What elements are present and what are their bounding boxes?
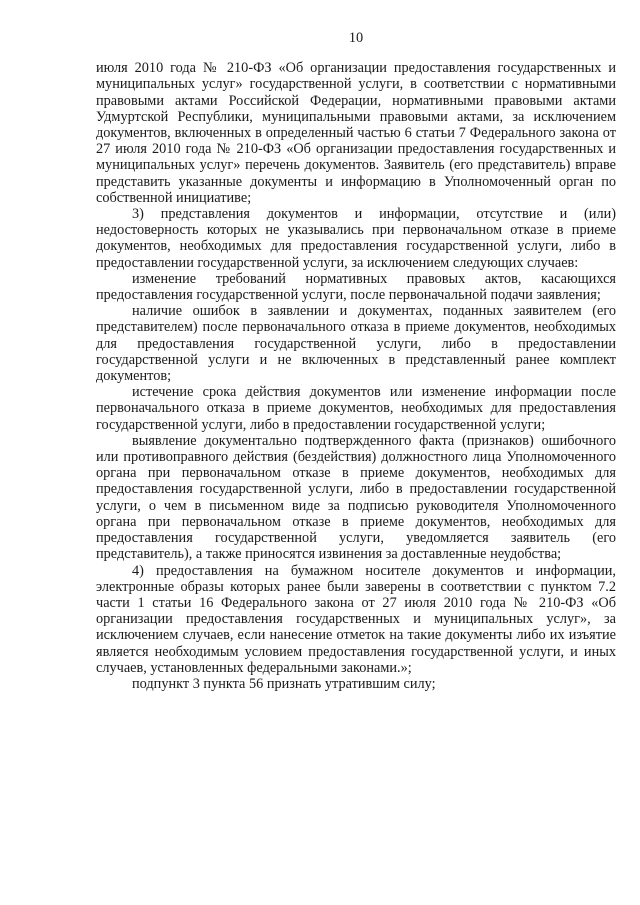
paragraph-3: изменение требований нормативных правовых актов, касающихся предоставления государственной услуги, после первоначальной подачи заявления; (96, 270, 616, 304)
paragraph-4: наличие ошибок в заявлении и документах, поданных заявителем (его представителем) после первоначального отказа в приеме документов, необходимых для предоставления государственной услуги, либо в предоставлении государственной услуги и не включенных в представленный ранее комплект документов; (96, 303, 616, 385)
paragraph-1: июля 2010 года № 210-ФЗ «Об организации предоставления государственных и муниципальных услуг» государственной услуги, в соответствии с нормативными правовыми актами Российской Федерации, нормативными правовыми актами Удмуртской Республики, муниципальными правовыми актами, за исключением документов, включенных в определенный частью 6 статьи 7 Федерального закона от 27 июля 2010 года № 210-ФЗ «Об организации предоставления государственных и муниципальных услуг» перечень документов. Заявитель (его представитель) вправе представить указанные документы и информацию в Уполномоченный орган по собственной инициативе; (96, 60, 616, 206)
paragraph-6: выявление документально подтвержденного факта (признаков) ошибочного или противоправного действия (бездействия) должностного лица Уполномоченного органа при первоначальном отказе в приеме документов, необходимых для предоставления государственной услуги, либо в предоставлении государственной услуги, о чем в письменном виде за подписью руководителя Уполномоченного органа при первоначальном отказе в приеме документов, необходимых для предоставления государственной услуги, уведомляется заявитель (его представитель), а также приносятся извинения за доставленные неудобства; (96, 432, 616, 563)
paragraph-7: 4) предоставления на бумажном носителе документов и информации, электронные образы которых ранее были заверены в соответствии с пунктом 7.2 части 1 статьи 16 Федерального закона от 27 июля 2010 года № 210-ФЗ «Об организации предоставления государственных и муниципальных услуг», за исключением случаев, если нанесение отметок на такие документы либо их изъятие является необходимым условием предоставления государственной услуги, и иных случаев, установленных федеральными законами.»; (96, 562, 616, 676)
page-number: 10 (348, 30, 364, 46)
paragraph-2: 3) представления документов и информации, отсутствие и (или) недостоверность которых не указывались при первоначальном отказе в приеме документов, необходимых для предоставления государственной услуги, либо в предоставлении государственной услуги, за исключением следующих случаев: (96, 206, 616, 271)
paragraph-8: подпункт 3 пункта 56 признать утратившим силу; (132, 675, 436, 692)
paragraph-5: истечение срока действия документов или изменение информации после первоначального отказа в приеме документов, необходимых для предоставления государственной услуги, либо в предоставлении государственной услуги; (96, 384, 616, 433)
